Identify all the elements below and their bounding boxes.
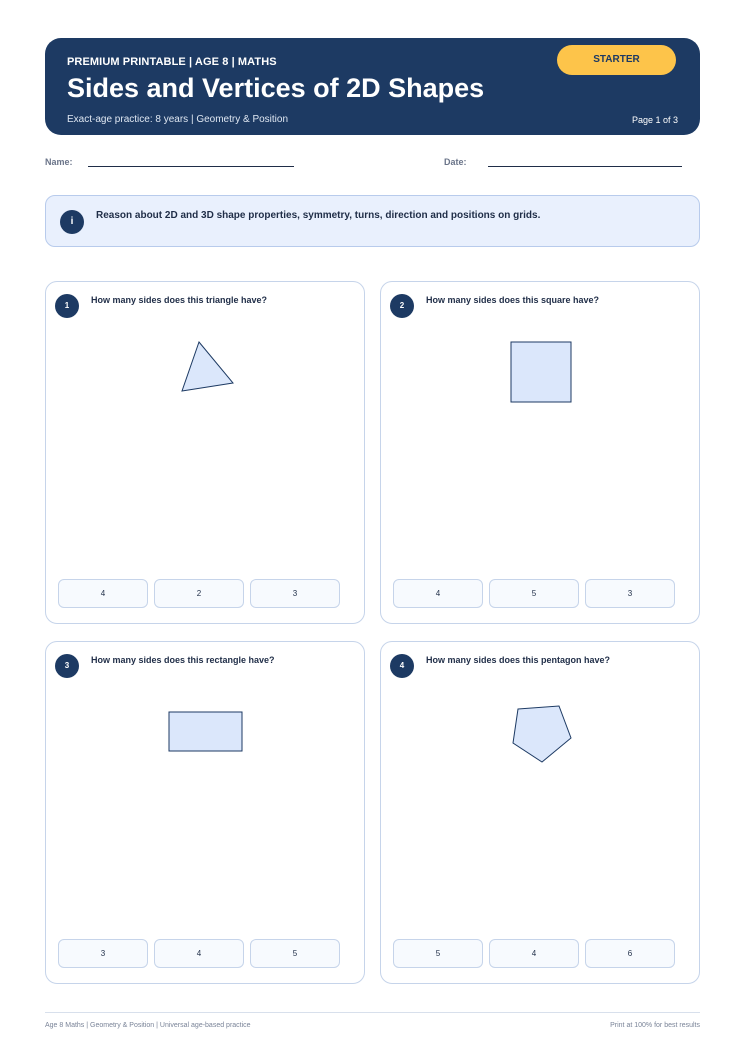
square-shape (381, 282, 701, 482)
name-field[interactable] (88, 166, 294, 167)
question-text: How many sides does this pentagon have? (426, 655, 611, 665)
footer-divider (45, 1012, 700, 1013)
info-icon: i (60, 210, 84, 234)
pentagon-shape (381, 642, 701, 842)
page-title: Sides and Vertices of 2D Shapes (67, 73, 485, 103)
question-number: 2 (390, 294, 414, 318)
answer-option[interactable]: 4 (393, 579, 483, 608)
answer-option[interactable]: 3 (58, 939, 148, 968)
question-text: How many sides does this square have? (426, 295, 600, 305)
answer-option[interactable]: 2 (154, 579, 244, 608)
name-label: Name: (45, 157, 73, 167)
answer-option[interactable]: 5 (393, 939, 483, 968)
footer-left-text: Age 8 Maths | Geometry & Position | Universal age-based practice (45, 1022, 251, 1029)
footer-right-text: Print at 100% for best results (610, 1022, 700, 1029)
info-text: Reason about 2D and 3D shape properties, symmetry, turns, direction and positions on grids. (96, 210, 541, 221)
info-banner (45, 195, 700, 247)
date-field[interactable] (488, 166, 682, 167)
header-subtitle: Exact-age practice: 8 years | Geometry & Position (67, 114, 289, 125)
question-text: How many sides does this rectangle have? (91, 655, 275, 665)
question-number: 1 (55, 294, 79, 318)
question-card-1 (45, 281, 365, 624)
date-label: Date: (444, 157, 467, 167)
answer-option[interactable]: 4 (489, 939, 579, 968)
question-number: 3 (55, 654, 79, 678)
question-card-4 (380, 641, 700, 984)
question-text: How many sides does this triangle have? (91, 295, 268, 305)
answer-option[interactable]: 4 (58, 579, 148, 608)
answer-option[interactable]: 5 (489, 579, 579, 608)
question-number: 4 (390, 654, 414, 678)
header-kicker: PREMIUM PRINTABLE | AGE 8 | MATHS (67, 56, 277, 68)
level-badge: STARTER (557, 45, 676, 75)
rectangle-shape (46, 642, 366, 842)
answer-option[interactable]: 5 (250, 939, 340, 968)
answer-option[interactable]: 3 (585, 579, 675, 608)
triangle-shape (46, 282, 366, 482)
page-indicator: Page 1 of 3 (631, 115, 678, 125)
worksheet-header (45, 38, 700, 135)
answer-option[interactable]: 3 (250, 579, 340, 608)
question-card-3 (45, 641, 365, 984)
question-card-2 (380, 281, 700, 624)
answer-option[interactable]: 6 (585, 939, 675, 968)
answer-option[interactable]: 4 (154, 939, 244, 968)
